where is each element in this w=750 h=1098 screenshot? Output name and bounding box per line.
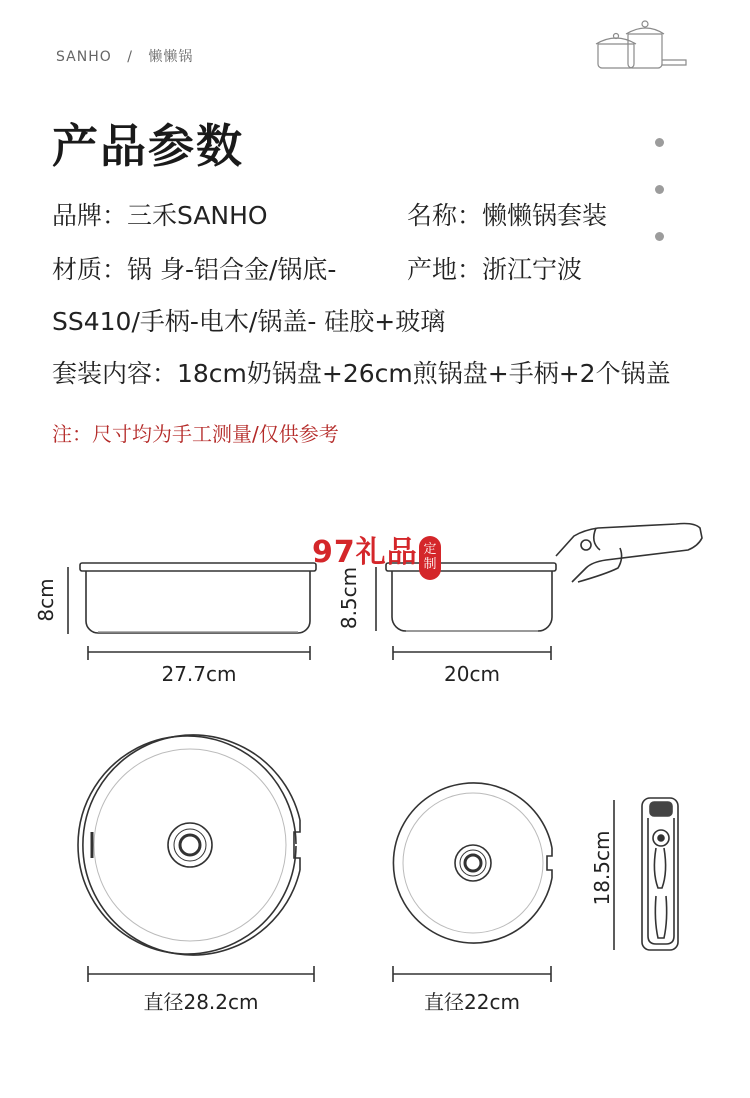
spec-set-contents: 套装内容：18cm奶锅盘+26cm煎锅盘+手柄+2个锅盖 <box>52 359 671 388</box>
spec-brand: 品牌：三禾SANHO <box>52 201 268 230</box>
large-pan-height-label: 8cm <box>34 578 58 622</box>
watermark-seal: 定制 <box>419 536 441 580</box>
small-lid-top-view <box>393 783 552 943</box>
spec-origin: 产地：浙江宁波 <box>407 255 583 284</box>
spec-material-line2: SS410/手柄-电木/锅盖- 硅胶+玻璃 <box>52 307 446 336</box>
large-lid-top-view <box>78 735 300 955</box>
breadcrumb-separator: / <box>127 49 133 65</box>
page-title: 产品参数 <box>52 119 244 173</box>
large-pan-side-view <box>80 563 316 633</box>
measurement-note: 注：尺寸均为手工测量/仅供参考 <box>52 422 339 446</box>
breadcrumb-product[interactable]: 懒懒锅 <box>148 49 194 65</box>
watermark-logo: 97礼品 <box>312 535 418 570</box>
breadcrumb-brand[interactable]: SANHO <box>56 49 112 65</box>
large-lid-diameter-label: 直径28.2cm <box>143 990 259 1014</box>
large-pan-width-label: 27.7cm <box>161 662 237 686</box>
spec-name: 名称：懒懒锅套装 <box>407 201 608 230</box>
spec-material-line1: 材质：锅 身-铝合金/锅底- <box>52 255 337 284</box>
small-lid-diameter-label: 直径22cm <box>424 990 520 1014</box>
detachable-handle-drawing <box>642 798 678 950</box>
small-pan-height-label: 8.5cm <box>337 566 361 630</box>
small-pan-width-label: 20cm <box>444 662 500 686</box>
handle-length-label: 18.5cm <box>590 830 614 906</box>
